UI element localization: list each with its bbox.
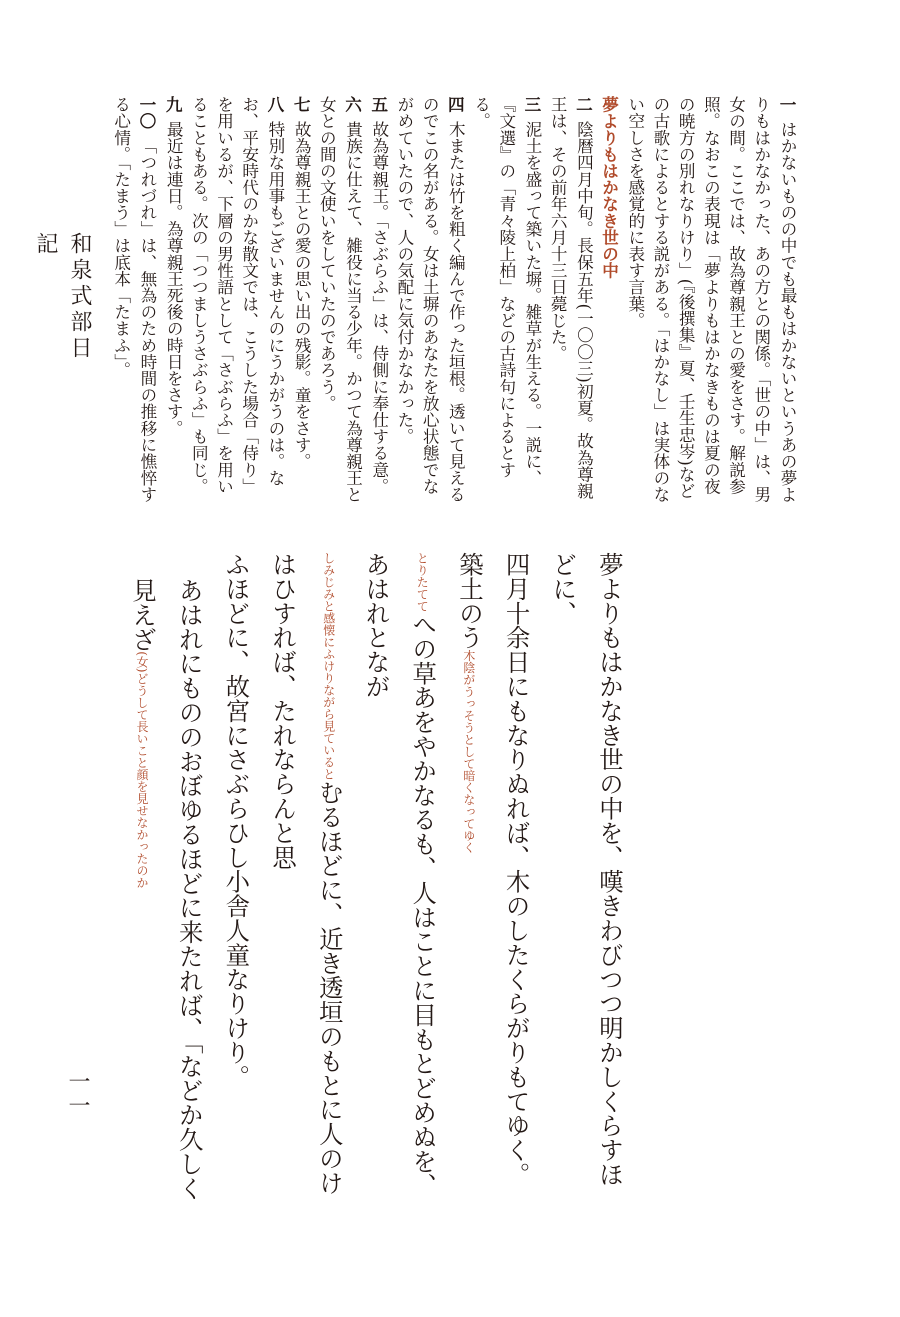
note-text: 故為尊親王との愛の思い出の残影。童をさす。 — [292, 120, 312, 470]
page-number: 一一 — [65, 1070, 90, 1118]
note-text: 「つれづれ」は、無為のため時間の推移に憔悴する心情。「たまう」は底本「たまふ」。 — [111, 96, 157, 503]
text-line — [212, 552, 259, 1202]
note-number: 一 — [777, 96, 797, 113]
note-1 — [623, 96, 800, 506]
note-text: 最近は連日。為尊親王死後の時日をさす。 — [164, 120, 184, 437]
note-number: 七 — [291, 96, 312, 113]
note-text: 陰暦四月中旬。長保五年(一〇〇三)初夏。故為尊親王は、その前年六月十三日薨じた。 — [548, 96, 594, 500]
note-10 — [110, 96, 160, 506]
line-text: むるほどに、近き透垣のもとに人のけはひすれば、たれならんと思 — [268, 552, 344, 1195]
note-number: 八 — [264, 96, 285, 113]
note-heading — [596, 96, 622, 506]
running-head: 和泉式部日記 — [33, 232, 92, 362]
note-8 — [186, 96, 288, 506]
note-text: 泥土を盛って築いた塀。雑草が生える。一説に、『文選』の「青々陵上柏」などの古詩句によるとする。 — [471, 96, 542, 487]
note-number: 四 — [445, 96, 466, 113]
note-number: 六 — [342, 96, 363, 113]
note-text: 故為尊親王。「さぶらふ」は、侍側に奉仕する意。 — [369, 120, 389, 495]
text-line — [445, 552, 538, 1202]
gloss: (女)どうして長いこと顔を見せなかったのか — [134, 651, 149, 889]
line-text: への草あをやかなるも、人はことに目もとどめぬを、あはれとなが — [361, 552, 438, 1198]
annotation-notes — [110, 96, 800, 506]
gloss: とりたてて — [415, 552, 430, 612]
main-text — [120, 552, 632, 1202]
line-text: あはれにもののおぼゆるほどに来たれば、「などか久しく見えざ — [127, 578, 204, 1201]
note-number: 九 — [163, 96, 184, 113]
note-heading-text: 夢よりもはかなき世の中 — [599, 96, 620, 279]
note-text: 木または竹を粗く編んで作った垣根。透いて見えるのでこの名がある。女は土塀のあなたを放心状態でながめていたので、人の気配に気付かなかった。 — [394, 96, 466, 503]
note-number: 五 — [368, 96, 389, 113]
gloss: 木陰がうっそうとして暗くなってゆく — [461, 649, 476, 854]
note-7 — [288, 96, 314, 506]
line-text: ふほどに、故宮にさぶらひし小舎人童なりけり。 — [221, 552, 251, 1089]
note-2 — [545, 96, 596, 506]
note-3 — [468, 96, 545, 506]
note-9 — [160, 96, 186, 506]
note-text: はかないものの中でも最もはかないというあの夢よりもはかなかった、あの方との関係。「世の中」は、男女の間。ここでは、故為尊親王との愛をさす。解説参照。なおこの表現は「夢よりもはかなきものは夏の夜の暁方の別れなりけり」(『後撰集』夏、壬生忠岑)などの古歌によるとする説がある。「はかなし」は実体のない空しさを感覚的に表す言葉。 — [625, 96, 797, 503]
line-text: 四月十余日にもなりぬれば、木のしたくらがりもてゆく。築土のう — [454, 552, 531, 1187]
gloss: しみじみと感懐にふけりながら見ていると — [321, 552, 336, 780]
note-number: 三 — [521, 96, 542, 113]
line-text: 夢よりもはかなき世の中を、嘆きわびつつ明かしくらすほどに、 — [548, 552, 624, 1187]
note-4 — [392, 96, 469, 506]
note-text: 特別な用事もございませんのにうかがうのは。なお、平安時代のかな散文では、こうした場合「侍り」を用いるが、下層の男性語として「さぶらふ」を用いることもある。次の「つつましうさぶらふ」も同じ。 — [189, 96, 285, 495]
text-line — [539, 552, 632, 1202]
note-6 — [314, 96, 365, 506]
text-line — [258, 552, 351, 1202]
text-line — [120, 552, 212, 1202]
text-line — [352, 552, 445, 1202]
note-number: 一〇 — [136, 96, 157, 130]
note-5 — [366, 96, 392, 506]
note-text: 貴族に仕えて、雑役に当る少年。かつて為尊親王と女との間の文使いをしていたのであろう。 — [317, 96, 363, 503]
note-number: 二 — [573, 96, 594, 113]
